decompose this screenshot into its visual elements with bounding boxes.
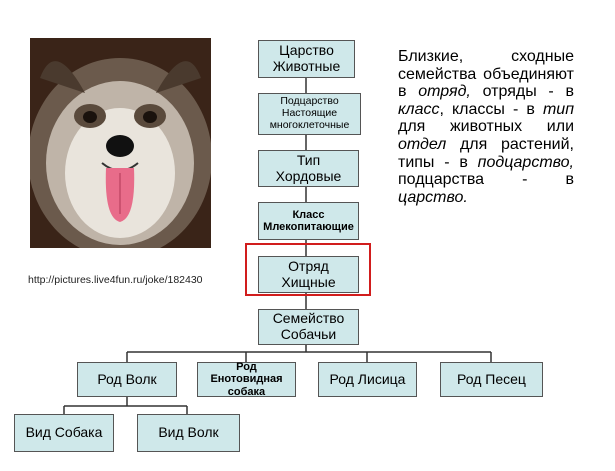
desc-text-4: для животных или — [398, 118, 574, 136]
node-phylum — [258, 150, 359, 187]
node-genus-raccoon-dog — [197, 362, 296, 397]
node-subkingdom-label: Подцарство Настоящие многоклеточные — [269, 95, 350, 131]
node-kingdom — [258, 40, 355, 78]
desc-text-2: отряды - в — [470, 83, 574, 101]
desc-term-order: отряд, — [418, 83, 471, 101]
desc-term-kingdom: царство. — [398, 188, 468, 206]
node-order-label: Отряд Хищные — [281, 257, 336, 290]
node-class — [258, 202, 359, 240]
node-family-label: Семейство Собачьи — [272, 310, 345, 342]
desc-term-subkingdom: подцарство, — [477, 153, 574, 171]
desc-term-phylum: тип — [542, 100, 574, 118]
hierarchy-description — [398, 48, 574, 206]
node-phylum-label: Тип Хордовые — [275, 151, 342, 184]
node-species-dog-label: Вид Собака — [25, 424, 103, 441]
node-genus-arctic-fox — [440, 362, 543, 397]
node-family — [258, 309, 359, 345]
node-genus-wolf-label: Род Волк — [97, 370, 157, 387]
node-class-label: Класс Млекопитающие — [263, 208, 354, 233]
desc-text-1: Близкие, сходные семейства объединяют в — [398, 48, 574, 101]
node-genus-fox — [318, 362, 417, 397]
node-subkingdom — [258, 93, 361, 135]
node-genus-fox-label: Род Лисица — [329, 370, 406, 387]
node-species-wolf-label: Вид Волк — [158, 424, 219, 441]
desc-term-class: класс — [398, 100, 440, 118]
node-species-wolf — [137, 414, 240, 452]
node-genus-raccoon-dog-label: Род Енотовидная собака — [210, 361, 283, 398]
desc-term-division: отдел — [398, 135, 447, 153]
node-genus-wolf — [77, 362, 177, 397]
desc-text-6: подцарства - в — [398, 171, 574, 189]
desc-text-3: , классы - в — [439, 100, 543, 118]
photo-source-caption: http://pictures.live4fun.ru/joke/182430 — [28, 274, 203, 286]
order-highlight-frame — [245, 243, 371, 296]
node-genus-arctic-fox-label: Род Песец — [457, 370, 526, 387]
node-species-dog — [14, 414, 114, 452]
desc-text-5: для растений, типы - в — [398, 135, 574, 171]
node-kingdom-label: Царство Животные — [272, 42, 341, 74]
